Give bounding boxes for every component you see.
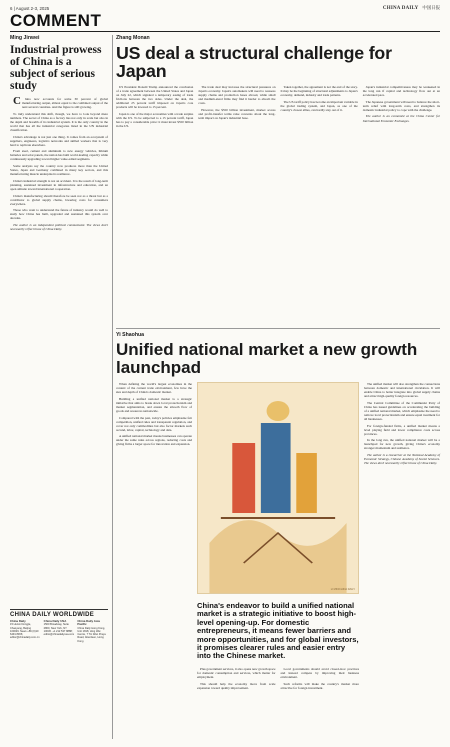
paragraph: When defining the world's largest economies in the context of the current trade environment, few have the size and depth of China's domestic market. [116, 382, 192, 395]
section-title: COMMENT [10, 11, 102, 30]
paragraph: This should help the economy move from scale expansion toward quality improvement. [197, 681, 276, 690]
paragraph: To truly understand this shift, though, we have to look beyond mere numbers. The secret of China as a factory lies not only in scale but also in the depth and breadth of its industrial system. It is the only country in the world that has all the industrial categories listed in the UN industrial classification. [10, 111, 108, 132]
illustration-credit: LI MIN/CHINA DAILY [330, 588, 355, 591]
paragraph: Those who want to understand the future of industry would do well to study how China has built, upgraded and sustained this system over decades. [10, 208, 108, 221]
dropcap: C [13, 95, 21, 107]
paragraph: Taken together, the agreement is not the end of the story. It may be the beginning of structural adjustments to Japan's economy, demand, industry and trade patterns. [280, 85, 358, 98]
text-column [281, 85, 358, 131]
text-column [281, 667, 360, 692]
paragraph: China's industrial strength is not an accident. It is the result of long-term planning, sustained investment in infrastructure and education, and an open attitude toward international cooperation. [10, 178, 108, 191]
worldwide-office: China Daily 15 Huixin Dongjie, Chaoyang, Beijing 100029. News +86 (0)10 6491 8366; editor@chinadaily.com.cn [10, 619, 40, 640]
paragraph: From steel, cement and aluminum to new energy vehicles, lithium batteries and solar panels, the nation has built world-leading capacity while continuously upgrading toward higher value-added segments. [10, 149, 108, 162]
worldwide-office: China Daily Asia Pacific China Daily Hong Kong, Unit 1818, Hing Wai Centre, 7 Tin Wan Praya Road, Aberdeen, Hong Kong [77, 619, 106, 643]
paragraph: However, the $550 billion investment, market access and profit-transfer terms raise concerns about the long-term impact on Japan's industrial base. [198, 107, 276, 120]
paragraph: For foreign-funded firms, a unified market means a level playing field and lower compliance costs across provinces. [364, 423, 440, 436]
header-rule [10, 31, 440, 32]
paragraph: The US tariff policy has become an important variable in the global trading system, and Japan, as one of the country's closest allies, can hardly stay out of it. [280, 99, 358, 112]
china-daily-worldwide-box [10, 609, 108, 643]
main-author-note: The author is an economist at the China Center for International Economic Exchanges. [362, 114, 440, 123]
worldwide-title: CHINA DAILY WORLDWIDE [10, 612, 95, 618]
publication-name: CHINA DAILY [382, 5, 419, 11]
main-article [116, 35, 440, 131]
paragraph: The trade deal may increase the structural pressures on Japan's economy. Japan's automakers will need to reassess supply chains and production bases abroad, while small and medium-sized firms may find it harder to absorb the costs. [198, 85, 276, 106]
left-author-note: The author is an independent political commentator. The views don't necessarily reflect those of China Daily. [10, 222, 108, 232]
section-rule [116, 328, 440, 329]
paragraph: Some analysts say the country now produces more than the United States, Japan and Germany combined in many key sectors, and this manufacturing muscle underpins its resilience. [10, 164, 108, 177]
paragraph: A unified national market means businesses can operate under the same rules across regions, reducing costs and giving firms a larger space for innovation and expansion. [116, 434, 192, 447]
paragraph: Plus government services, it also opens new growth space for domestic consumption and services, which matter for employment. [197, 666, 276, 679]
paragraph: Local governments should avoid closed-door practices and instead compete by improving their business environment. [280, 666, 359, 679]
paragraph: hina now accounts for some 30 percent of global manufacturing output, almost equal to the combined output of the next several countries. And the figure is still growing. [21, 97, 108, 110]
text-column [197, 667, 276, 692]
paragraph: Such reforms will make the country's market more attractive for foreign investment. [280, 681, 359, 690]
text-column [364, 382, 440, 692]
worldwide-office: China Daily USA 1500 Broadway, Suite 2800, New York, NY 10036. +1 212 537 8888; editor@chinadailyusa.com [43, 619, 75, 637]
illustration [197, 382, 359, 594]
page-date: 6 | August 2-3, 2025 [10, 5, 50, 11]
paragraph: China's advantage is not just one thing. It comes from an ecosystem of suppliers, engineers, logistics networks and skilled workers that is very hard to replicate elsewhere. [10, 134, 108, 147]
pull-quote: China's endeavor to build a unified national market is a strategic initiative to boost high-level opening-up. For domestic entrepreneurs, it means fewer barriers and more opportunities, and for global investors, it promises clearer rules and easier entry into the Chinese market. [197, 601, 359, 661]
paragraph: China's manufacturing should therefore be seen not as a threat but as a contributor to global supply chains, lowering costs for consumers everywhere. [10, 193, 108, 206]
left-byline: Ming Jinwei [10, 35, 40, 41]
main-byline: Zhang Monan [116, 35, 150, 41]
mid-body [197, 667, 359, 692]
second-article [116, 332, 440, 692]
paragraph: Building a unified national market is a strategic initiative that aims to break down local protectionism and market segmentation, and ensure the smooth flow of goods and resources nationwide. [116, 396, 192, 413]
left-body [10, 97, 108, 231]
paragraph: Japan is one of the major economies with a trade surplus with the US. To be subjected to a 15 percent tariff, Japan has to pay a considerable price: it must invest $550 billion in the US. [116, 111, 194, 129]
paragraph: The Japanese government will need to balance the short-term relief with long-term costs, and strengthen its domestic industrial policy to cope with the challenge. [362, 99, 440, 112]
main-body [116, 85, 440, 131]
left-article [10, 35, 108, 234]
paragraph: US President Donald Trump announced the conclusion of a trade agreement between the United States and Japan on July 22, which signaled a temporary easing of trade frictions between the two sides. Under the deal, the additional 25 percent tariff imposed on Japan's core products will be lowered to 15 percent. [116, 85, 194, 110]
second-author-note: The author is a researcher at the National Academy of Economic Strategy, Chinese Academy of Social Sciences. The views don't necessarily reflect those of China Daily. [364, 453, 440, 466]
column-separator [112, 35, 113, 739]
paragraph: In the long run, the unified national market will be a launchpad for new growth, giving China's economy stronger momentum and resilience. [364, 438, 440, 451]
paragraph: Compared with the past, today's policies emphasize fair competition, unified rules and transparent regulation, and cover not only commodities but also factor markets such as land, labor, capital, technology and data. [116, 415, 192, 432]
paragraph: The Central Committee of the Communist Party of China has issued guidelines on accelerating the building of a unified national market, which emphasize the need to remove local protectionism and ensure equal treatment for all businesses. [364, 400, 440, 421]
text-column [116, 382, 192, 692]
illustration-drawing [198, 383, 358, 593]
text-column [363, 85, 440, 131]
text-column [198, 85, 275, 131]
second-byline: Yi Shaohua [116, 332, 145, 338]
left-headline: Industrial prowess of China is a subject of serious study [10, 44, 102, 92]
paragraph: Japan's industrial competitiveness may be weakened in the long run if capital and technology flow out at an accelerated pace. [362, 85, 440, 98]
paragraph: The unified market will also strengthen the connections between domestic and international circulation. It will enable China to better integrate into global supply chains and attract high-quality foreign resources. [364, 382, 440, 399]
main-headline: US deal a structural challenge for Japan [116, 43, 392, 81]
second-headline: Unified national market a new growth launchpad [116, 340, 418, 377]
publication-chinese: 中国日报 [422, 5, 440, 10]
text-column [116, 85, 193, 131]
illustration-column [197, 382, 359, 692]
